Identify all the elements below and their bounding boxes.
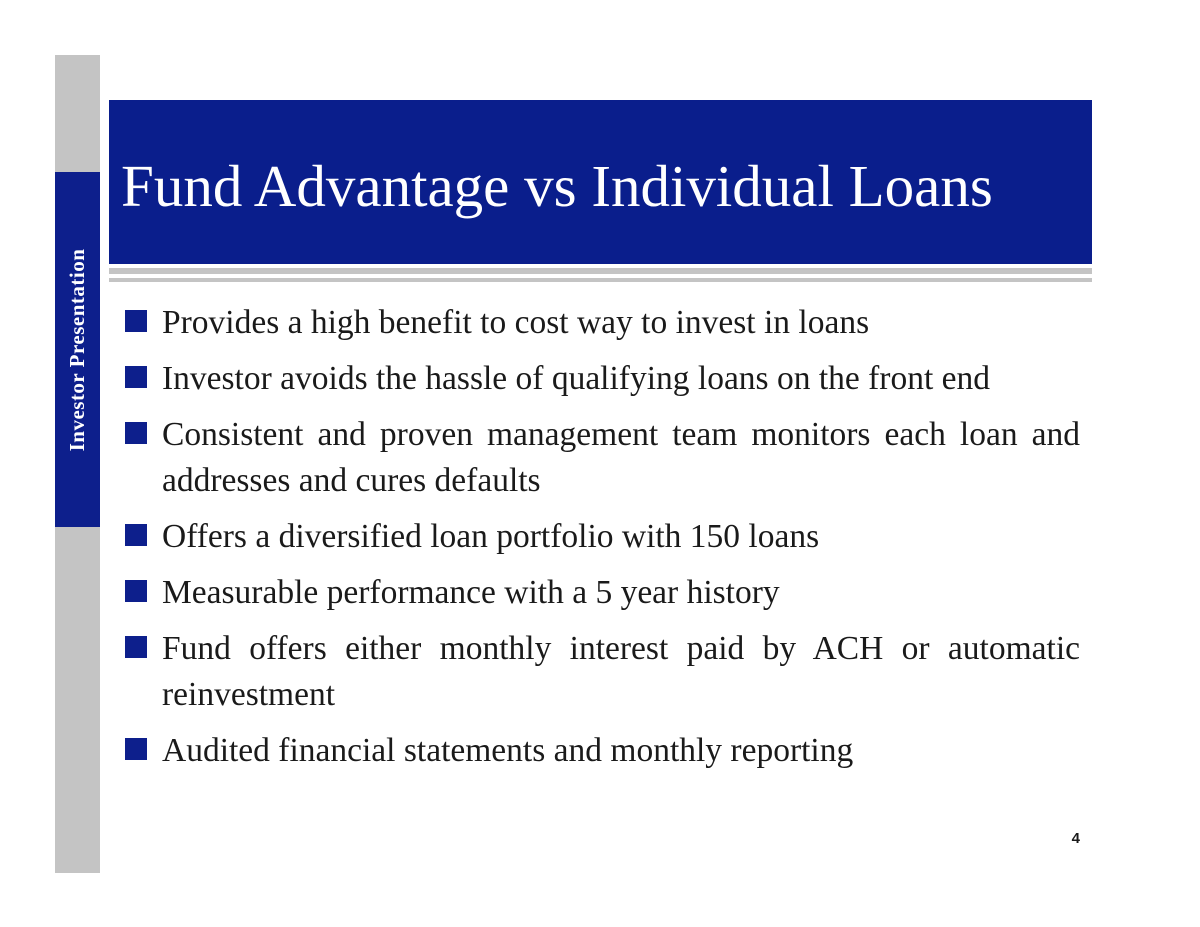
bullet-text: Provides a high benefit to cost way to invest in loans <box>162 304 870 341</box>
bullet-item <box>125 570 1080 616</box>
bullet-item <box>125 514 1080 560</box>
bullet-text: Offers a diversified loan portfolio with 150 loans <box>162 518 820 555</box>
bullet-text: Consistent and proven management team monitors each loan and addresses and cures defaults <box>162 416 1080 499</box>
bullet-text: Measurable performance with a 5 year history <box>162 574 780 611</box>
square-bullet-icon <box>125 310 147 332</box>
bullet-text: Audited financial statements and monthly reporting <box>162 732 854 769</box>
title-divider-thin <box>109 278 1092 282</box>
square-bullet-icon <box>125 422 147 444</box>
sidebar-label: Investor Presentation <box>65 248 89 452</box>
square-bullet-icon <box>125 738 147 760</box>
bullet-text: Fund offers either monthly interest paid by ACH or automatic reinvestment <box>162 630 1080 713</box>
bullet-text: Investor avoids the hassle of qualifying loans on the front end <box>162 360 991 397</box>
bullet-item <box>125 300 1080 346</box>
bullet-item <box>125 356 1080 402</box>
slide-title: Fund Advantage vs Individual Loans <box>121 153 993 219</box>
bullet-item <box>125 412 1080 504</box>
page-number: 4 <box>1071 830 1080 847</box>
title-divider-thick <box>109 268 1092 274</box>
bullet-item <box>125 728 1080 774</box>
bullet-list <box>125 300 1080 784</box>
bullet-item <box>125 626 1080 718</box>
square-bullet-icon <box>125 636 147 658</box>
square-bullet-icon <box>125 524 147 546</box>
square-bullet-icon <box>125 366 147 388</box>
square-bullet-icon <box>125 580 147 602</box>
